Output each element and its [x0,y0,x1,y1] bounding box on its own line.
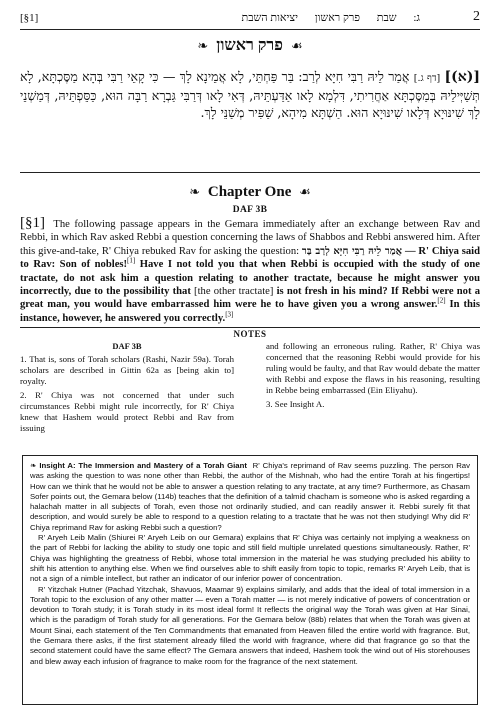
hebrew-quote: אֲמַר לֵיהּ רַבִּי חִיָּא לְרַב בַּר [301,245,403,257]
page-number: 2 [473,9,480,24]
header-title-part: יציאות השבת [241,12,299,24]
hebrew-chapter-title-text: פרק ראשון [216,37,283,54]
note-ref: [2] [437,296,446,305]
english-translation [20,217,480,325]
quote-translation: R' Chiya said to Rav: Son of nobles! [20,245,481,271]
intro-text: The following passage appears in the Gemara immediately after an exchange between Rav and Rebbi, in which Rav asked Rebbi a question concerning the laws of Shabbos and Rebbi answered him. After this give-and-take, R' Chiya rebuked Rav for asking the question: [20,219,480,257]
insight-paragraph: R' Chiya's reprimand of Rav seems puzzling. The person Rav was asking the question to was none other than Rebbi, the author of the Mishnah, who had the entire Torah at his fingertips! How can we think that he would not be able to answer a question relating to any tractate, at any time? Furthermore, as Chasam Sofer points out, the Gemara below (114b) teaches that the definition of a talmid chacham is someone who is asked regarding a halachah matter in all subjects of Torah, even those not ordinarily studied, and can readily answer it. Rebbi surely fit that description, and would surely be able to respond to a question relating to a tractate that he was not then studying! Why did R' Chiya reprimand Rav for asking Rebbi such a question? [30,461,470,532]
header-title-part: פרק ראשון [314,12,360,24]
ornament-icon: ❧ [189,184,201,199]
daf-reference: [דף ג.] [413,73,441,84]
notes-rule [20,327,480,328]
note-item: 2. R' Chiya was not concerned that under such circumstances Rebbi might rule incorrectly, for R' Chiya knew that Hashem would protect Rebbi and Rav from issuing [20,390,234,433]
note-item: 3. See Insight A. [266,399,325,409]
hebrew-body: אֲמַר לֵיהּ רַבִּי חִיָּא לְרַב: בַּר פַּחְתֵּי, לָא אֲמֵינָא לָךְ — כִּי קָאֵי רַבִּי בְּהָא מַסֶּכְתָּא, לָא תְּשַׁיְּילֵיהּ בְּמַסֶּכְתָּא אַחֲרִיתִי, דִּלְמָא לָאו אַדַּעְתֵּיהּ, דְּאִי לָאו דְּרַבִּי גַּבְרָא רַבָּה הוּא, כַּסֵּפְתֵּיהּ, דְּמַשְׁנֵי לָךְ שִׁינּוּיָא דְּלָאו שִׁינּוּיָא הוּא. הַשְׁתָּא מִיהָא, שַׁפִּיר מְשַׁנֵּי לָךְ. [20,69,480,120]
section-rule [20,172,480,173]
section-marker: [(א)] [444,69,480,85]
note-item: and following an erroneous ruling. Rather, R' Chiya was concerned that the reasoning Rebbi would provide for his ruling would be faulty, and that Rav would debate the matter with Rebbi and expose the flaws in his reasoning, resulting in Rebbe being embarrassed (Ein Eliyahu). [266,341,480,395]
notes-section [20,341,480,446]
running-header [20,10,480,26]
notes-column-left [20,341,234,437]
header-title-part: שבת [376,12,397,24]
header-running-title [80,10,420,26]
translation-bold: Have I not told you that when Rebbi is occupied with the study of one tractate, do not ask him a question relating to another tractate, because he might answer you incorrectly, due to the possibility that [20,259,480,298]
header-section-ref: [§1] [20,12,39,24]
insight-box [22,455,478,705]
header-hebrew-ref: ג: [413,12,420,24]
header-rule [20,29,480,30]
ornament-icon: ❧ [197,38,209,53]
note-ref: [1] [127,256,136,265]
hebrew-gemara-text [20,68,480,121]
em-dash: — [402,245,419,257]
note-ref: [3] [225,310,234,319]
insight-paragraph: R' Yitzchak Hutner (Pachad Yitzchak, Shavuos, Maamar 9) explains similarly, and adds that the ideal of total immersion in a Torah topic to the exclusion of any other matter — even a Torah matter — is not merely indicative of powers of concentration or devotion to Torah study; it is Torah study in its most ideal form! It reflects the original way the Torah was given at Har Sinai, which is the paradigm of Torah study for all generations. For the Gemara below (88b) relates that when the Torah was given at Mount Sinai, each statement of the Ten Commandments that emanated from Heaven filled the entire world with fragrance. But, the Gemara there asks, if the first statement already filled the world with fragrance, where did that fragrance go so that the second statement could have the same effect? The Gemara answers that indeed, Hashem took the wind out of His storehouses and blew away each infusion of fragrance to make room for the fragrance of the next statement. [30,584,470,666]
note-item: 1. That is, sons of Torah scholars (Rashi, Nazir 59a). Torah scholars are described in Gittin 62a as [being akin to] royalty. [20,354,234,386]
ornament-icon: ☙ [299,184,311,199]
ornament-icon: ☙ [291,38,303,53]
hebrew-chapter-title [0,37,500,55]
translation-bold: In this instance, however, he answered you correctly. [20,299,480,324]
insight-title: Insight A: The Immersion and Mastery of a Torah Giant [39,461,247,470]
notes-daf-label: DAF 3B [112,341,142,351]
translation-bold: is not fresh in his mind? If Rebbi were not a great man, you would have embarrassed him were he to have given you a wrong answer. [20,286,481,311]
insight-text [30,461,470,667]
notes-heading: NOTES [233,329,267,339]
english-chapter-title [0,184,500,201]
leaf-icon: ❧ [30,461,37,470]
insight-paragraph: R' Aryeh Leib Malin (Shiurei R' Aryeh Leib on our Gemara) explains that R' Chiya was certainly not implying a weakness on the part of Rebbi for lacking the ability to study one topic and still field multiple unrelated questions simultaneously. Rather, R' Chiya was highlighting the greatness of Rebbi, whose total immersion in the material he was studying precluded his ability to shift his attention to anything else. When we find ourselves able to shift easily from topic to topic, remarks R' Aryeh Leib, that is not a sign of a nimble intellect, but rather an indicator of our inferior power of concentration. [30,533,470,584]
section-number: [§1] [20,215,45,231]
english-chapter-title-text: Chapter One [207,184,292,200]
notes-column-right [266,341,480,413]
daf-label: DAF 3B [232,205,268,215]
translation-bracket: [the other tractate] [190,286,277,298]
